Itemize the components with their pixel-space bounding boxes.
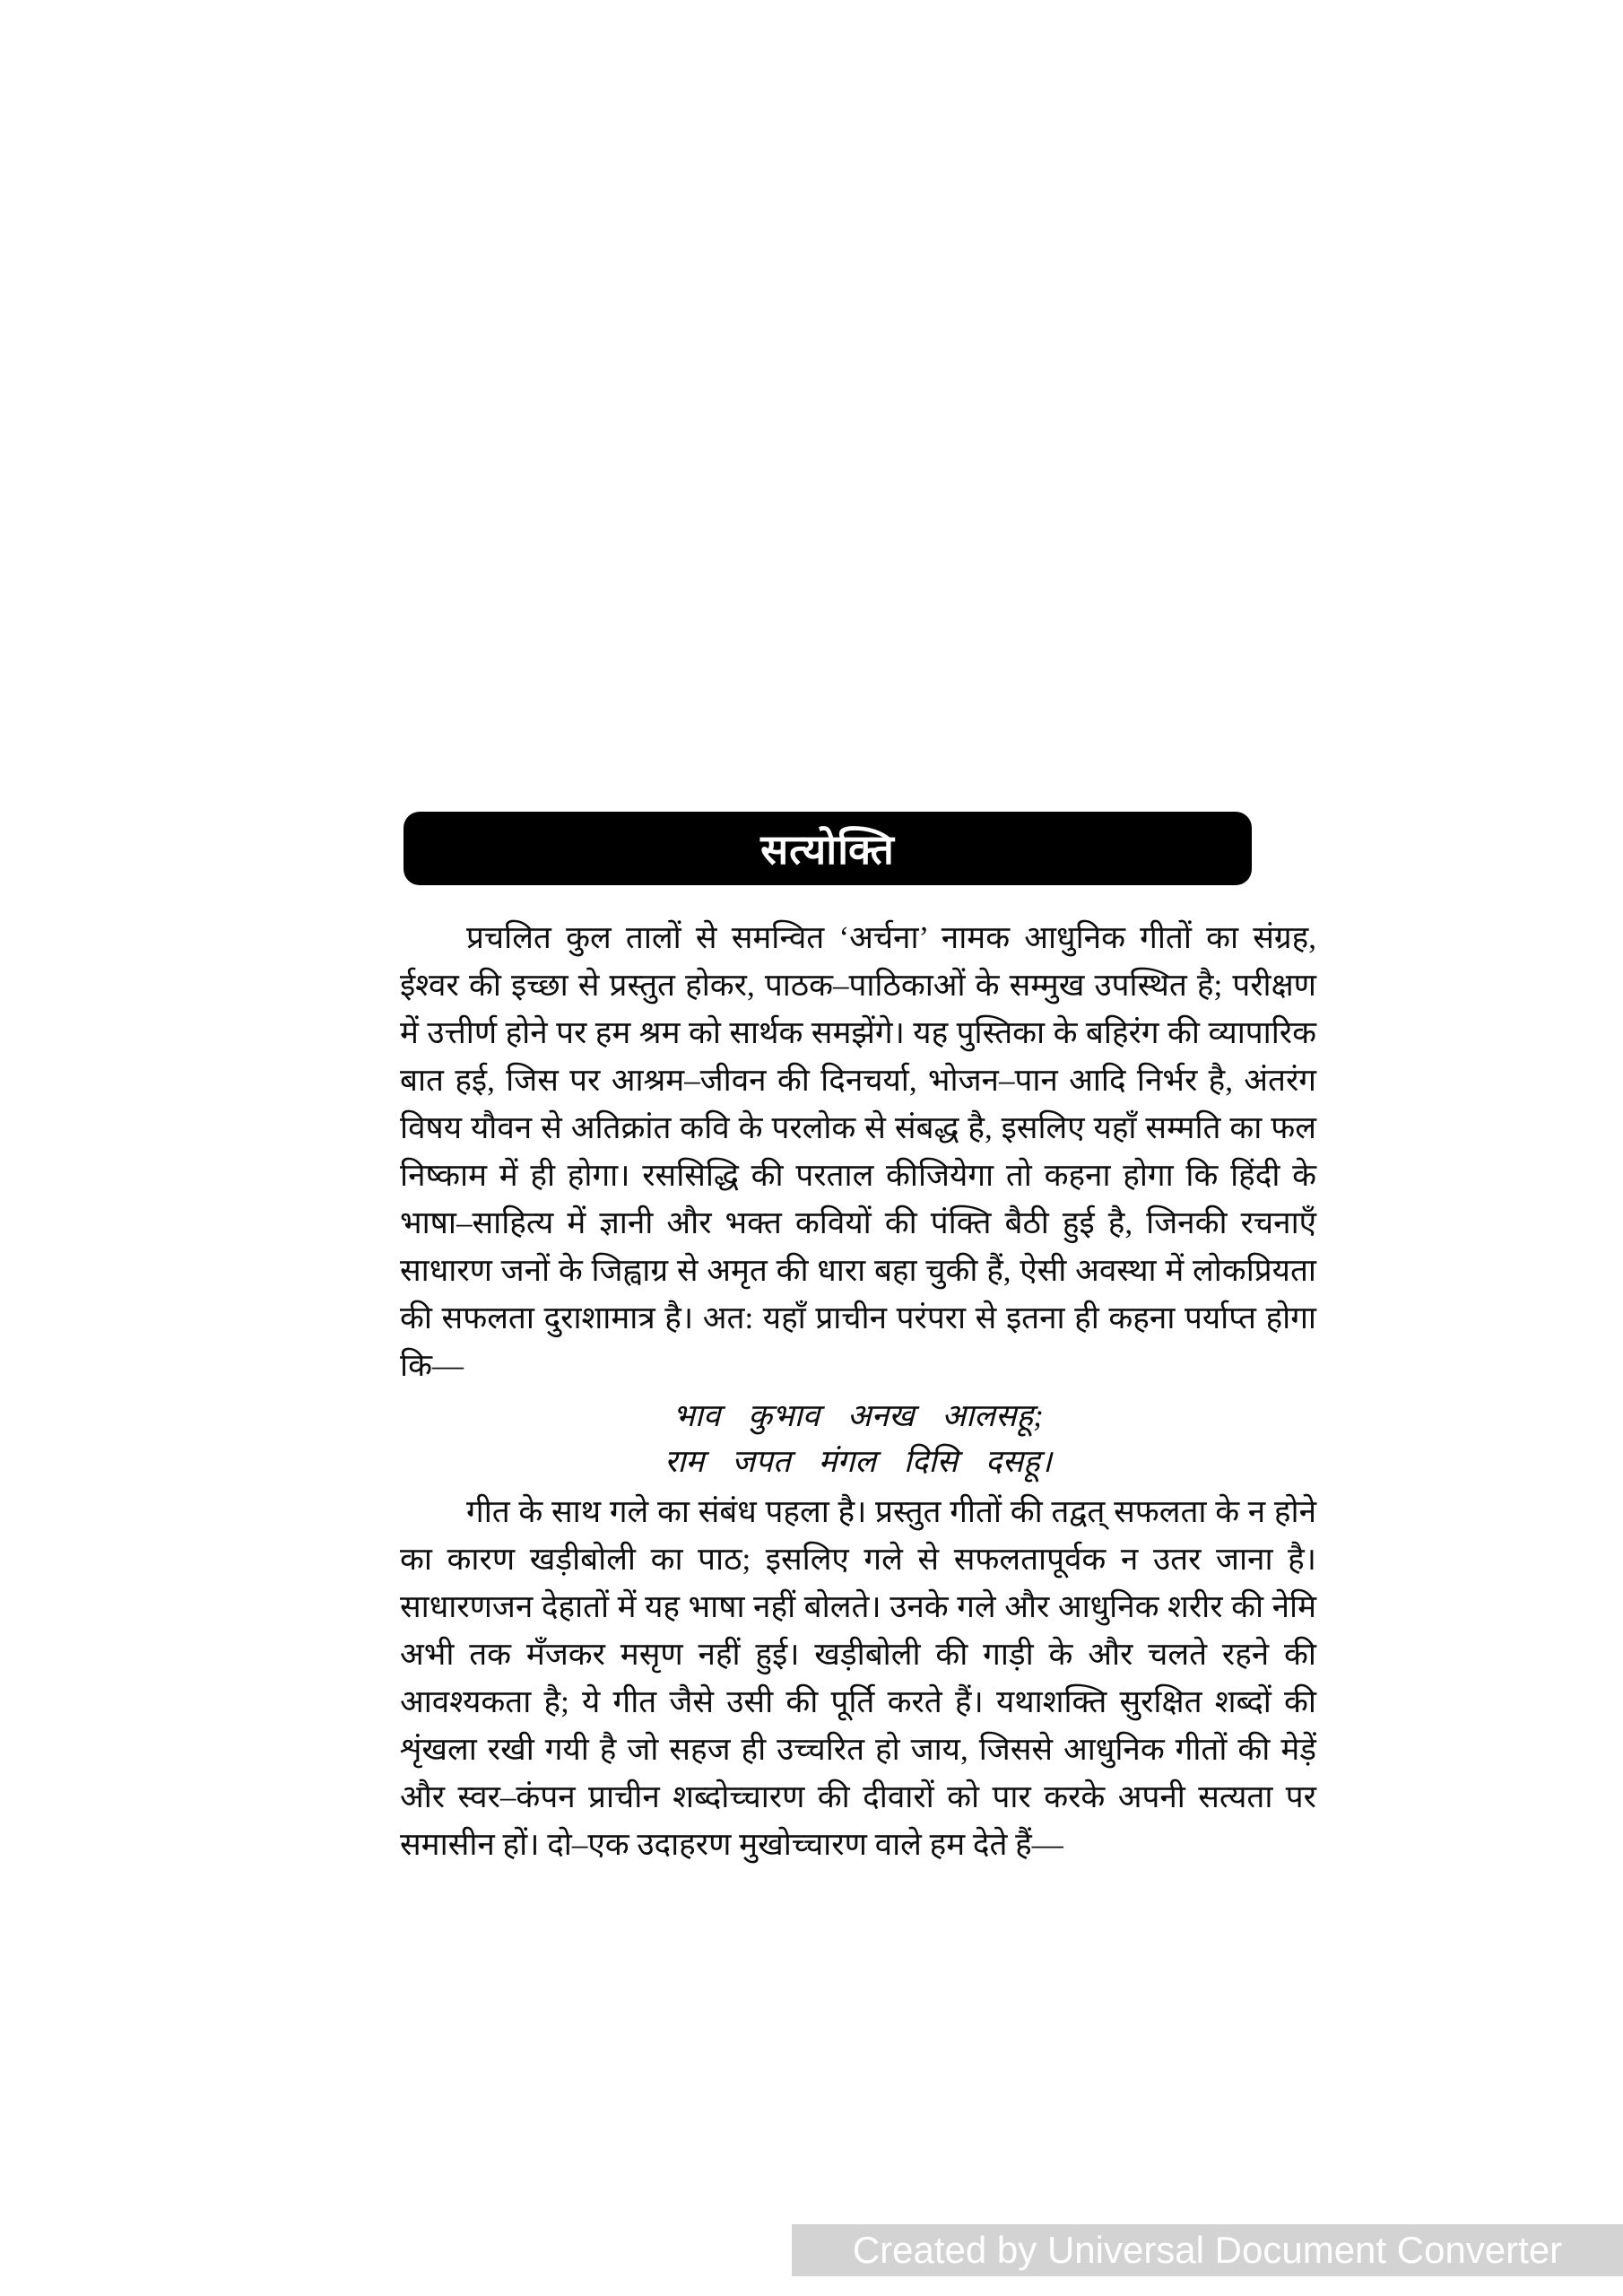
paragraph-1: प्रचलित कुल तालों से समन्वित ‘अर्चना’ नामक आधुनिक गीतों का संग्रह, ईश्वर की इच्छा से प्रस्तुत होकर, पाठक–पाठिकाओं के सम्मुख उपस्थित है; परीक्षण में उत्तीर्ण होने पर हम श्रम को सार्थक समझेंगे। यह पुस्तिका के बहिरंग की व्यापारिक बात हई, जिस पर आश्रम–जीवन की दिनचर्या, भोजन–पान आदि निर्भर है, अंतरंग विषय यौवन से अतिक्रांत कवि के परलोक से संबद्ध है, इसलिए यहाँ सम्मति का फल निष्काम में ही होगा। रससिद्धि की परताल कीजियेगा तो कहना होगा कि हिंदी के भाषा–साहित्य में ज्ञानी और भक्त कवियों की पंक्ति बैठी हुई है, जिनकी रचनाएँ साधारण जनों के जिह्वाग्र से अमृत की धारा बहा चुकी हैं, ऐसी अवस्था में लोकप्रियता की सफलता दुराशामात्र है। अत: यहाँ प्राचीन परंपरा से इतना ही कहना पर्याप्त होगा कि— [400,920,1316,1383]
verse-line-2: राम जपत मंगल दिसि दसहू। [664,1444,1052,1479]
watermark-text: Created by Universal Document Converter [852,2229,1563,2271]
section-title: सत्योक्ति [760,827,895,873]
section-title-bar [404,812,1252,885]
verse-block [400,1393,1316,1484]
paragraph-2: गीत के साथ गले का संबंध पहला है। प्रस्तुत गीतों की तद्वत् सफलता के न होने का कारण खड़ीबोली का पाठ; इसलिए गले से सफलतापूर्वक न उतर जाना है। साधारणजन देहातों में यह भाषा नहीं बोलते। उनके गले और आधुनिक शरीर की नेमि अभी तक मँजकर मसृण नहीं हुई। खड़ीबोली की गाड़ी के और चलते रहने की आवश्यकता है; ये गीत जैसे उसी की पूर्ति करते हैं। यथाशक्ति सुरक्षित शब्दों की शृंखला रखी गयी है जो सहज ही उच्चरित हो जाय, जिससे आधुनिक गीतों की मेड़ें और स्वर–कंपन प्राचीन शब्दोच्चारण की दीवारों को पार करके अपनी सत्यता पर समासीन हों। दो–एक उदाहरण मुखोच्चारण वाले हम देते हैं— [400,1494,1316,1862]
watermark-strip [792,2224,1623,2276]
text-column [400,812,1316,1868]
verse-line-1: भाव कुभाव अनख आलसहू; [673,1398,1044,1433]
